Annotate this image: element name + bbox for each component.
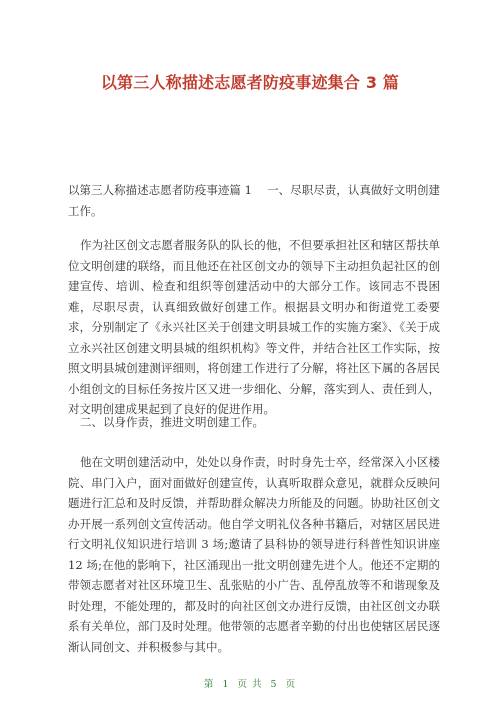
paragraph-1: 作为社区创文志愿者服务队的队长的他，不但要承担社区和辖区帮扶单位文明创建的联络，而且他还在社区创文办的领导下主动担负起社区的创建宣传、培训、检查和组织等创建活动中的大部分工作。该同志不畏困难，尽职尽责，认真细致做好创建工作。根据县文明办和街道党工委要求，分别制定了《永兴社区关于创建文明县城工作的实施方案》、《关于成立永兴社区创建文明县城的组织机构》等文件，并结合社区工作实际，按照文明县城创建测评细则，将创建工作进行了分解，将社区下属的各居民小组创文的目标任务按片区又进一步细化、分解，落实到人、责任到人，对文明创建成果起到了良好的促进作用。 [68,238,440,416]
document-title: 以第三人称描述志愿者防疫事迹集合 3 篇 [100,73,400,92]
footer-prefix: 第 [203,679,215,690]
intro-line: 以第三人称描述志愿者防疫事迹篇 1 一、尽职尽责，认真做好文明创建工作。 [68,183,440,218]
footer-current-page: 1 [222,679,230,690]
section-2-heading: 二、以身作责，推进文明创建工作。 [80,415,264,429]
page-footer [0,678,500,692]
footer-total-pages: 5 [270,679,278,690]
paragraph-2: 他在文明创建活动中，处处以身作责，时时身先士卒，经常深入小区楼院、串门入户，面对面做好创建宣传，认真听取群众意见，就群众反映问题进行汇总和及时反馈，并帮助群众解决力所能及的问题。协助社区创文办开展一系列创文宣传活动。他自学文明礼仪各种书籍后，对辖区居民进行文明礼仪知识进行培训 3 场;邀请了县科协的领导进行科普性知识讲座 12 场;在他的影响下，社区涌现出一批文明创建先进个人。他还不定期的带领志愿者对社区环境卫生、乱张贴的小广告、乱停乱放等不和谐现象及时处理，不能处理的，都及时的向社区创文办进行反馈，由社区创文办联系有关单位，部门及时处理。他带领的志愿者辛勤的付出也使辖区居民逐渐认同创文、并积极参与其中。 [68,455,440,654]
footer-middle: 页 共 [237,679,263,690]
footer-suffix: 页 [285,679,297,690]
